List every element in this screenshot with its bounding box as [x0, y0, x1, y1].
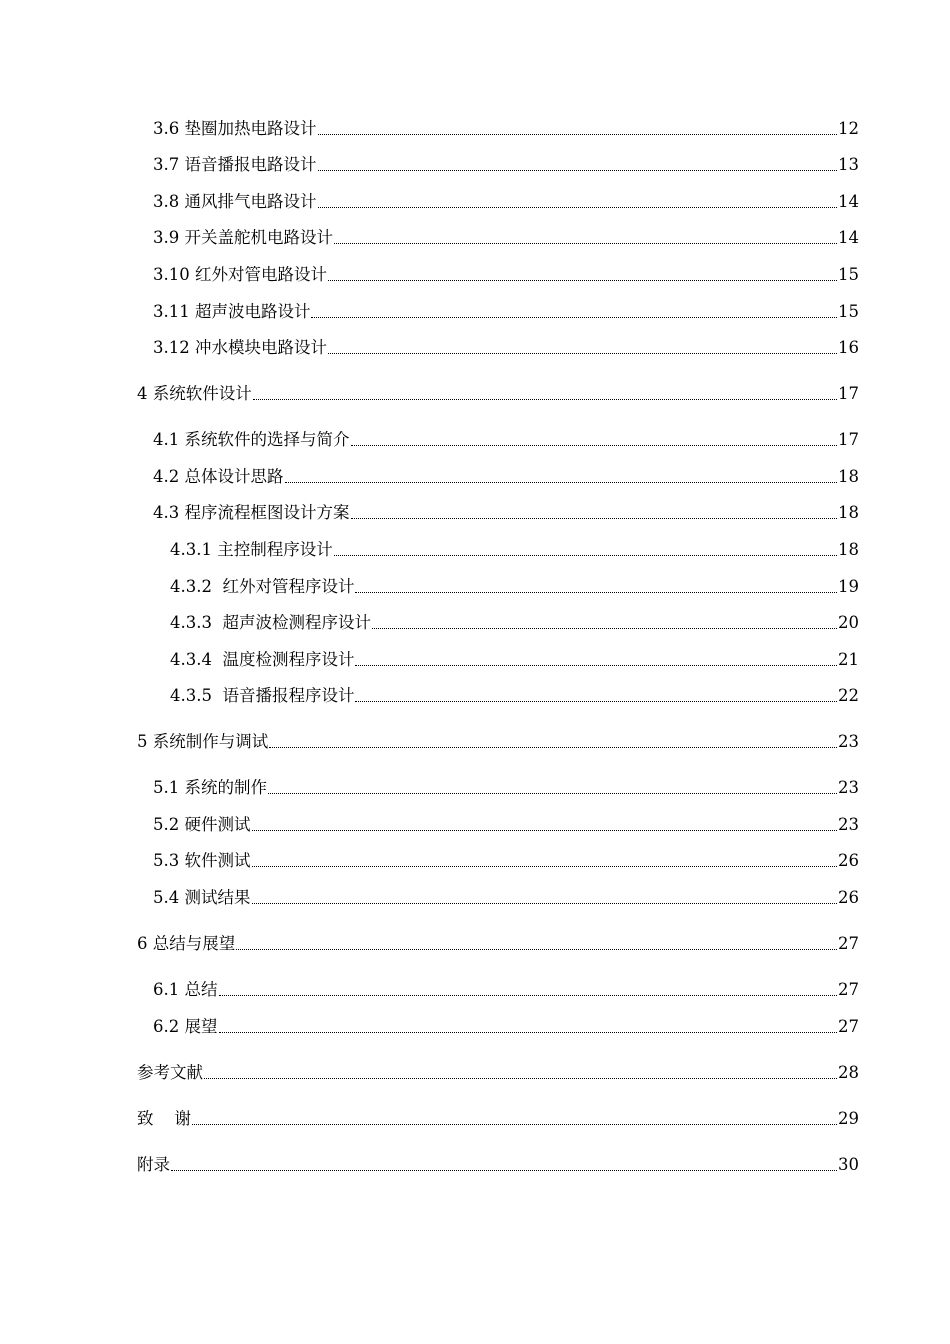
- toc-page-number: 27: [838, 1017, 859, 1036]
- toc-page-number: 23: [838, 732, 859, 751]
- toc-entry-appendix[interactable]: [0, 1152, 859, 1178]
- toc-page-number: 30: [838, 1155, 859, 1174]
- toc-entry-label: 4.3 程序流程框图设计方案: [153, 503, 350, 522]
- toc-entry-label: 3.11 超声波电路设计: [153, 302, 311, 321]
- toc-page-number: 13: [838, 155, 859, 174]
- dot-leader: [328, 280, 837, 281]
- toc-entry-label: 3.7 语音播报电路设计: [153, 155, 317, 174]
- toc-entry-label: 4.3.1 主控制程序设计: [170, 540, 333, 559]
- dot-leader: [268, 793, 837, 794]
- toc-entry-4-3-3[interactable]: [0, 610, 859, 636]
- toc-page-number: 18: [838, 503, 859, 522]
- toc-entry-3-11[interactable]: [0, 299, 859, 325]
- toc-page-number: 23: [838, 815, 859, 834]
- toc-page-number: 28: [838, 1063, 859, 1082]
- dot-leader: [192, 1124, 837, 1125]
- dot-leader: [252, 830, 838, 831]
- dot-leader: [351, 445, 838, 446]
- toc-entry-4-2[interactable]: [0, 464, 859, 490]
- dot-leader: [204, 1078, 837, 1079]
- dot-leader: [355, 592, 837, 593]
- toc-entry-label: 4.3.4 温度检测程序设计: [170, 650, 355, 669]
- toc-page-number: 26: [838, 888, 859, 907]
- dot-leader: [328, 353, 837, 354]
- dot-leader: [334, 555, 837, 556]
- toc-entry-acknowledgements[interactable]: [0, 1106, 859, 1132]
- toc-entry-6[interactable]: [0, 931, 859, 957]
- dot-leader: [318, 207, 838, 208]
- toc-page-number: 18: [838, 540, 859, 559]
- toc-entry-3-7[interactable]: [0, 152, 859, 178]
- toc-entry-3-12[interactable]: [0, 335, 859, 361]
- toc-page-number: 23: [838, 778, 859, 797]
- toc-entry-label: 6.1 总结: [153, 980, 218, 999]
- toc-entry-5-1[interactable]: [0, 775, 859, 801]
- toc-page-number: 27: [838, 980, 859, 999]
- toc-entry-4-3-1[interactable]: [0, 537, 859, 563]
- dot-leader: [252, 903, 838, 904]
- toc-page-number: 14: [838, 192, 859, 211]
- dot-leader: [311, 317, 837, 318]
- toc-entry-label: 4.3.5 语音播报程序设计: [170, 686, 355, 705]
- toc-entry-label: 4.1 系统软件的选择与简介: [153, 430, 350, 449]
- toc-entry-label: 4.3.3 超声波检测程序设计: [170, 613, 371, 632]
- toc-entry-label: 5.4 测试结果: [153, 888, 251, 907]
- dot-leader: [236, 949, 837, 950]
- toc-page-number: 26: [838, 851, 859, 870]
- toc-entry-references[interactable]: [0, 1060, 859, 1086]
- toc-entry-4-3[interactable]: [0, 500, 859, 526]
- toc-entry-label: 3.6 垫圈加热电路设计: [153, 119, 317, 138]
- toc-entry-4[interactable]: [0, 381, 859, 407]
- dot-leader: [219, 1032, 838, 1033]
- toc-page-number: 14: [838, 228, 859, 247]
- toc-entry-4-3-4[interactable]: [0, 647, 859, 673]
- toc-entry-6-1[interactable]: [0, 977, 859, 1003]
- dot-leader: [355, 701, 837, 702]
- toc-entry-label: 附录: [137, 1155, 170, 1174]
- toc-entry-3-9[interactable]: [0, 225, 859, 251]
- dot-leader: [355, 665, 837, 666]
- toc-entry-label: 5.1 系统的制作: [153, 778, 267, 797]
- toc-entry-label: 致 谢: [137, 1109, 191, 1128]
- toc-entry-6-2[interactable]: [0, 1014, 859, 1040]
- toc-entry-3-10[interactable]: [0, 262, 859, 288]
- dot-leader: [219, 995, 838, 996]
- dot-leader: [318, 134, 838, 135]
- toc-entry-label: 5.2 硬件测试: [153, 815, 251, 834]
- dot-leader: [334, 243, 837, 244]
- toc-entry-5[interactable]: [0, 729, 859, 755]
- toc-entry-label: 6.2 展望: [153, 1017, 218, 1036]
- toc-entry-label: 参考文献: [137, 1063, 203, 1082]
- toc-page-number: 19: [838, 577, 859, 596]
- dot-leader: [171, 1170, 837, 1171]
- toc-page-number: 21: [838, 650, 859, 669]
- toc-page-number: 29: [838, 1109, 859, 1128]
- toc-page-number: 17: [838, 384, 859, 403]
- toc-entry-4-3-5[interactable]: [0, 683, 859, 709]
- toc-page-number: 16: [838, 338, 859, 357]
- toc-entry-label: 3.8 通风排气电路设计: [153, 192, 317, 211]
- toc-page-number: 15: [838, 265, 859, 284]
- toc-page-number: 20: [838, 613, 859, 632]
- toc-entry-label: 5.3 软件测试: [153, 851, 251, 870]
- dot-leader: [252, 866, 838, 867]
- toc-entry-4-1[interactable]: [0, 427, 859, 453]
- toc-page-number: 15: [838, 302, 859, 321]
- dot-leader: [269, 747, 837, 748]
- toc-entry-label: 4.2 总体设计思路: [153, 467, 284, 486]
- toc-entry-label: 3.9 开关盖舵机电路设计: [153, 228, 333, 247]
- toc-entry-5-4[interactable]: [0, 885, 859, 911]
- toc-entry-label: 6 总结与展望: [137, 934, 236, 953]
- toc-page-number: 12: [838, 119, 859, 138]
- toc-page-number: 22: [838, 686, 859, 705]
- toc-entry-label: 5 系统制作与调试: [137, 732, 269, 751]
- toc-entry-4-3-2[interactable]: [0, 574, 859, 600]
- toc-page-number: 17: [838, 430, 859, 449]
- toc-entry-label: 3.12 冲水模块电路设计: [153, 338, 327, 357]
- dot-leader: [372, 628, 837, 629]
- dot-leader: [351, 518, 838, 519]
- toc-entry-5-2[interactable]: [0, 812, 859, 838]
- dot-leader: [253, 399, 837, 400]
- dot-leader: [285, 482, 838, 483]
- toc-entry-label: 3.10 红外对管电路设计: [153, 265, 327, 284]
- toc-entry-label: 4.3.2 红外对管程序设计: [170, 577, 355, 596]
- toc-entry-label: 4 系统软件设计: [137, 384, 252, 403]
- toc-page-number: 27: [838, 934, 859, 953]
- toc-entry-5-3[interactable]: [0, 848, 859, 874]
- toc-entry-3-6[interactable]: [0, 116, 859, 142]
- dot-leader: [318, 170, 838, 171]
- toc-page-number: 18: [838, 467, 859, 486]
- toc-entry-3-8[interactable]: [0, 189, 859, 215]
